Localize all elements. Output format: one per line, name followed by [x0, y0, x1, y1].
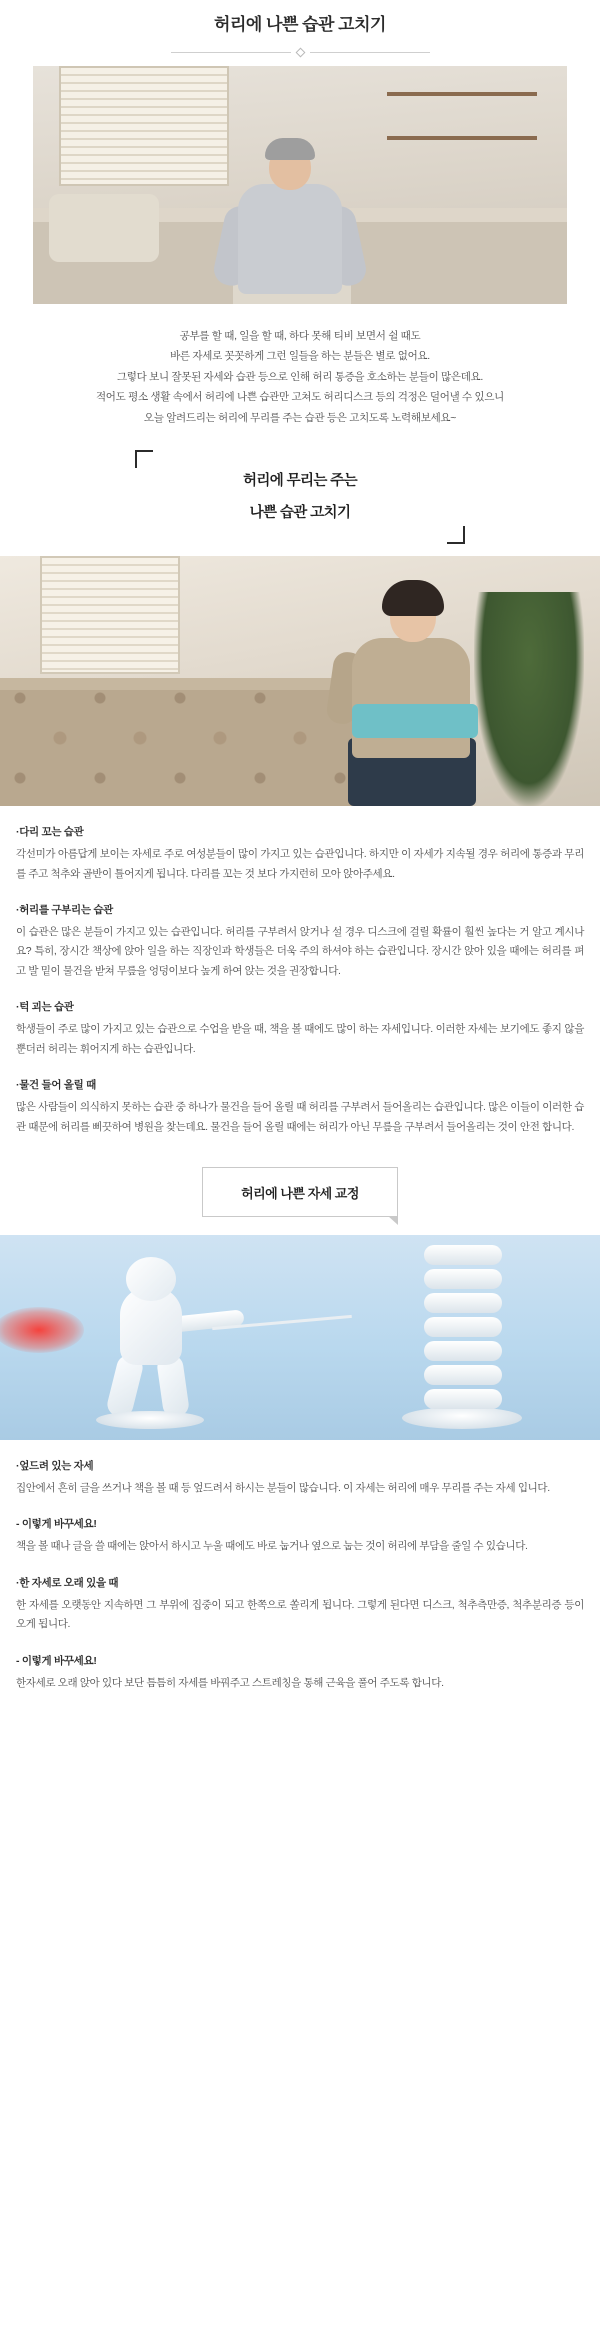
article-body-part-1 [0, 824, 600, 1137]
person-hair-decor [265, 138, 315, 160]
divider-line-right [310, 52, 430, 53]
bottom-spacer [0, 1693, 600, 1711]
intro-line-5: 오늘 알려드리는 허리에 무리를 주는 습관 등은 고치도록 노력해보세요~ [143, 411, 457, 424]
figure-head-decor [126, 1257, 176, 1301]
woman-hair-decor [382, 580, 444, 616]
ornamental-divider [0, 49, 600, 56]
intro-line-3: 그렇다 보니 잘못된 자세와 습관 등으로 인해 허리 통증을 호소하는 분들이 많은데요. [116, 370, 484, 383]
spine-model-decor [424, 1245, 502, 1425]
section-tip-2-title: - 이렇게 바꾸세요! [16, 1654, 97, 1667]
bracket-bottom-right-icon [447, 526, 465, 544]
bracket-top-left-icon [135, 450, 153, 468]
section-tip-2-text: 한자세로 오래 앉아 있다 보단 틈틈히 자세를 바꿔주고 스트레칭을 통해 근육을 풀어 주도록 합니다. [16, 1676, 444, 1689]
section-tip-1-text: 책을 볼 때나 글을 쓸 때에는 앉아서 하시고 누울 때에도 바로 눕거나 옆으로 눕는 것이 허리에 부담을 줄일 수 있습니다. [16, 1540, 528, 1553]
cushion-decor [49, 194, 159, 262]
callout-box: 허리에 나쁜 자세 교정 [202, 1167, 398, 1217]
section-tip-2 [16, 1653, 584, 1693]
figure-base-decor [96, 1411, 204, 1429]
divider-line-left [171, 52, 291, 53]
section-same-posture [16, 1575, 584, 1635]
spine-pain-highlight-icon [0, 1307, 84, 1353]
section-lying-prone-text: 집안에서 흔히 글을 쓰거나 책을 볼 때 등 엎드려서 하시는 분들이 많습니다. 이 자세는 허리에 매우 무리를 주는 자세 입니다. [16, 1481, 550, 1494]
woman-torso-decor [352, 638, 470, 758]
intro-paragraph [0, 326, 600, 428]
headline-line-1: 허리에 무리는 주는 [242, 473, 358, 490]
section-bending-waist-text: 이 습관은 많은 분들이 가지고 있는 습관입니다. 허리를 구부려서 앉거나 설 경우 디스크에 걸릴 확률이 훨씬 높다는 거 알고 계시나요? 특히, 장시간 책상에 앉아 일을 하는 직장인과 학생들은 더욱 주의 하셔야 하는 습관입니다. 장시간 앉아 있을 때에는 허리를 펴고 발 밑이 물건을 받쳐 무릎을 엉덩이보다 높게 하여 앉는 것을 권장합니다. [16, 925, 584, 977]
window-blinds-decor-2 [40, 556, 180, 674]
section-lying-prone-title: ·엎드려 있는 자세 [16, 1459, 94, 1472]
back-support-belt-decor [352, 704, 478, 738]
section-chin-resting [16, 999, 584, 1059]
section-same-posture-text: 한 자세를 오랫동안 지속하면 그 부위에 집중이 되고 한쪽으로 쏠리게 됩니다. 그렇게 된다면 디스크, 척추측만증, 척추분리증 등이 오게 됩니다. [16, 1598, 584, 1631]
section-lifting-objects [16, 1077, 584, 1137]
wall-shelf-decor [387, 92, 537, 96]
section-tip-1-title: - 이렇게 바꾸세요! [16, 1518, 97, 1531]
window-blinds-decor [59, 66, 229, 186]
page-title: 허리에 나쁜 습관 고치기 [214, 15, 386, 34]
section-same-posture-title: ·한 자세로 오래 있을 때 [16, 1576, 119, 1589]
figure-arm-decor [171, 1309, 244, 1332]
intro-line-1: 공부를 할 때, 일을 할 때, 하다 못해 티비 보면서 쉴 때도 [179, 330, 421, 342]
section-leg-crossing-text: 각선미가 아름답게 보이는 자세로 주로 여성분들이 많이 가지고 있는 습관입니다. 하지만 이 자세가 지속될 경우 허리에 통증과 무리를 주고 척추와 골반이 틀어지게 됩니다. 다리를 꼬는 것 보다 가지런히 모아 앉아주세요. [16, 848, 584, 880]
intro-line-4: 적어도 평소 생활 속에서 허리에 나쁜 습관만 고쳐도 허리디스크 등의 걱정은 덜어낼 수 있으니 [95, 391, 505, 404]
wall-shelf-lower-decor [387, 136, 537, 140]
section-chin-resting-title: ·턱 괴는 습관 [16, 1001, 74, 1014]
photo-man-with-back-pain [33, 66, 567, 304]
section-tip-1 [16, 1516, 584, 1556]
section-leg-crossing-title: ·다리 꼬는 습관 [16, 826, 84, 839]
section-bending-waist-title: ·허리를 구부리는 습관 [16, 903, 114, 916]
photo-woman-with-back-belt [0, 556, 600, 806]
section-headline [135, 450, 465, 544]
article-body-part-2 [0, 1458, 600, 1693]
section-lying-prone [16, 1458, 584, 1498]
intro-line-2: 바른 자세로 꼿꼿하게 그런 일들을 하는 분들은 별로 없어요. [170, 350, 430, 363]
section-bending-waist [16, 902, 584, 981]
section-lifting-objects-title: ·물건 들어 올릴 때 [16, 1079, 96, 1092]
section-chin-resting-text: 학생들이 주로 많이 가지고 있는 습관으로 수업을 받을 때, 책을 볼 때에도 많이 하는 자세입니다. 이러한 자세는 보기에도 좋지 않을뿐더러 허리는 휘어지게 하는 습관입니다. [16, 1023, 584, 1055]
section-lifting-objects-text: 많은 사람들이 의식하지 못하는 습관 중 하나가 물건을 들어 올릴 때 허리를 구부려서 들어올리는 습관입니다. 많은 이들이 이러한 습관 때문에 허리를 삐끗하여 병원을 찾는데요. 물건을 들어 올릴 때에는 허리가 아닌 무릎을 구부려서 들어올리는 것이 안전 합니다. [16, 1101, 584, 1133]
person-torso-decor [238, 184, 342, 294]
photo-3d-figure-pulling-spine [0, 1235, 600, 1440]
callout-container [0, 1167, 600, 1217]
headline-line-2: 나쁜 습관 고치기 [249, 505, 351, 522]
divider-diamond-icon [295, 48, 305, 58]
houseplant-decor [474, 592, 584, 806]
section-leg-crossing [16, 824, 584, 884]
